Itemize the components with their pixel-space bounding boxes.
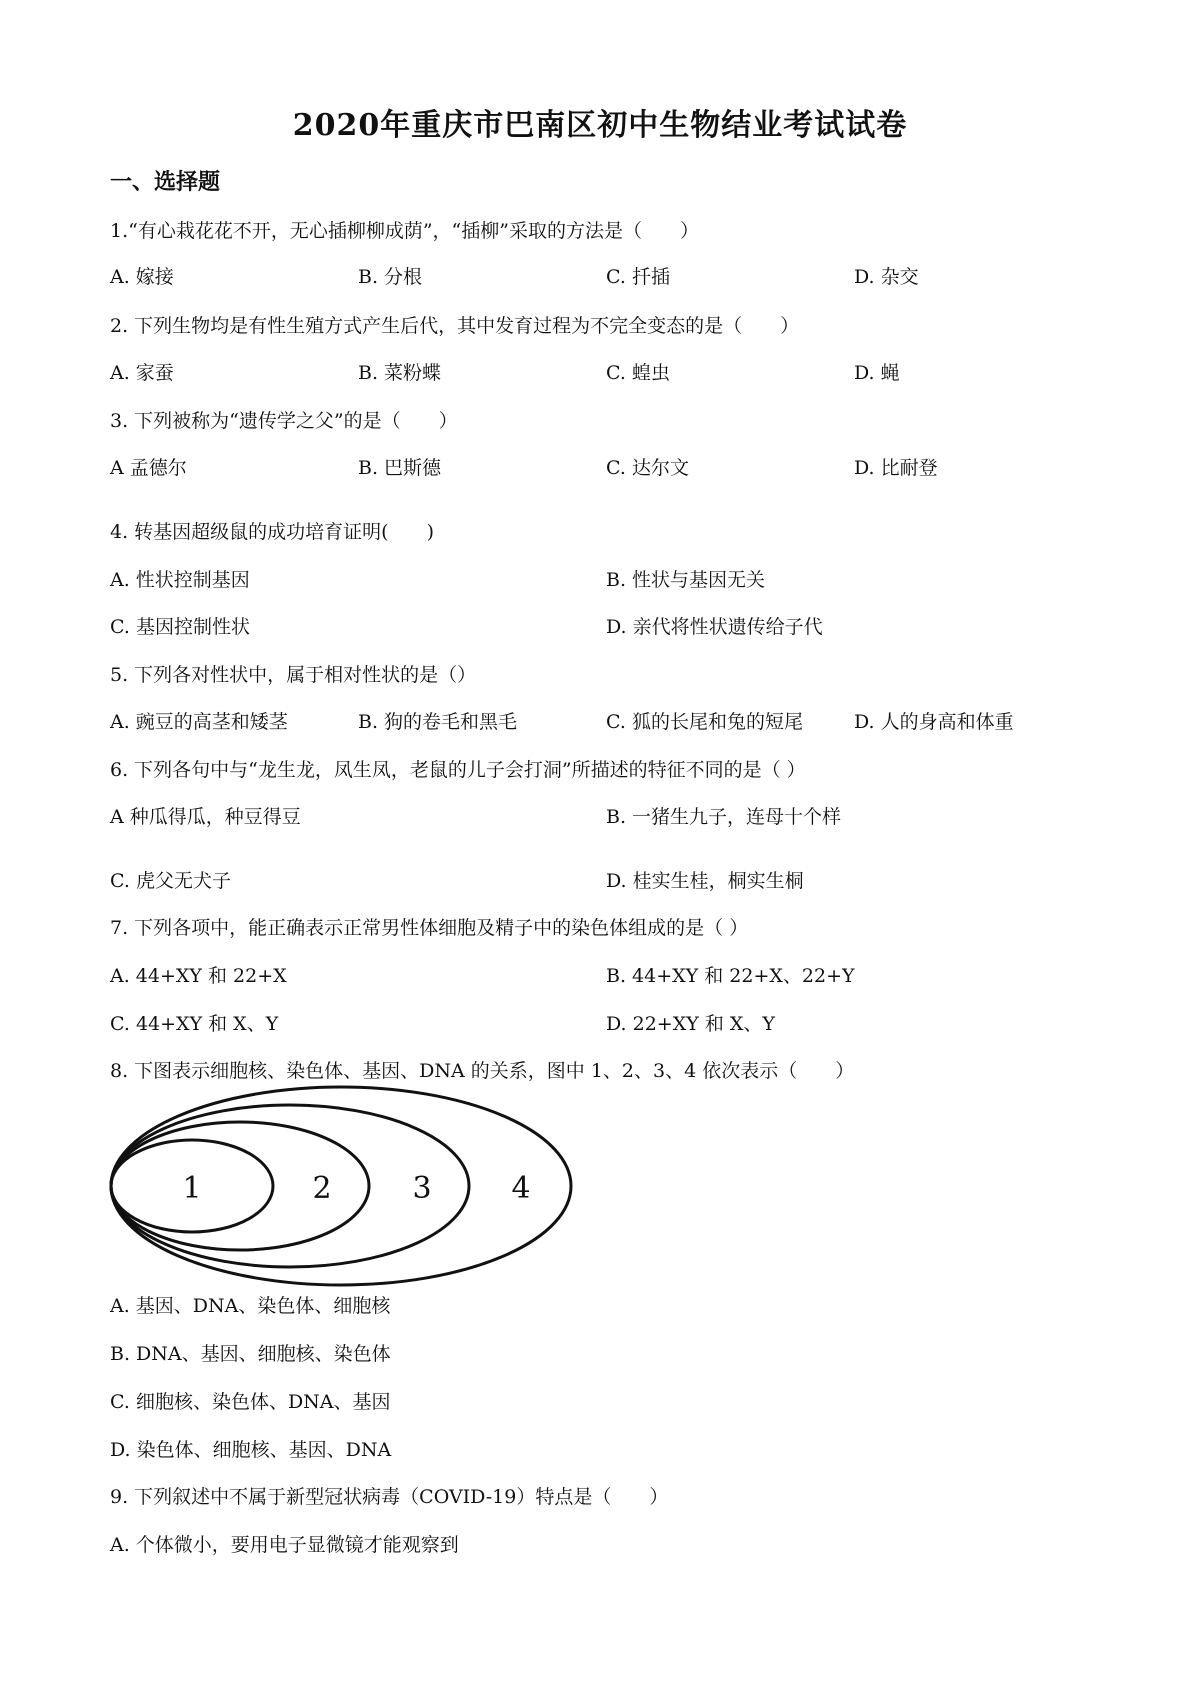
question-7: 7. 下列各项中，能正确表示正常男性体细胞及精子中的染色体组成的是（ ）	[110, 917, 749, 939]
q1-option-d: D. 杂交	[854, 266, 919, 288]
q1-option-a: A. 嫁接	[110, 266, 174, 288]
q7-option-c: C. 44+XY 和 X、Y	[110, 1013, 279, 1035]
q5-option-d: D. 人的身高和体重	[854, 711, 1014, 733]
q6-option-a: A 种瓜得瓜，种豆得豆	[110, 806, 301, 828]
question-3: 3. 下列被称为“遗传学之父”的是（ ）	[110, 410, 458, 432]
diagram-label-2: 2	[312, 1171, 332, 1206]
q4-option-c: C. 基因控制性状	[110, 616, 250, 638]
q8-option-d: D. 染色体、细胞核、基因、DNA	[110, 1439, 392, 1461]
q6-option-b: B. 一猪生九子，连母十个样	[606, 806, 842, 828]
q3-option-c: C. 达尔文	[606, 457, 689, 479]
q3-option-a: A 孟德尔	[110, 457, 187, 479]
q2-option-c: C. 蝗虫	[606, 362, 670, 384]
section-heading: 一、选择题	[110, 169, 221, 195]
q7-option-a: A. 44+XY 和 22+X	[110, 965, 287, 987]
q5-option-c: C. 狐的长尾和兔的短尾	[606, 711, 803, 733]
question-9: 9. 下列叙述中不属于新型冠状病毒（COVID-19）特点是（ ）	[110, 1486, 669, 1508]
q9-option-a: A. 个体微小，要用电子显微镜才能观察到	[110, 1534, 459, 1556]
ellipse-4	[111, 1087, 571, 1285]
q3-option-d: D. 比耐登	[854, 457, 938, 479]
question-1: 1.“有心栽花花不开，无心插柳柳成荫”，“插柳”采取的方法是（ ）	[110, 220, 699, 242]
question-6: 6. 下列各句中与“龙生龙，凤生凤，老鼠的儿子会打洞”所描述的特征不同的是（ ）	[110, 759, 806, 781]
q2-option-b: B. 菜粉蝶	[358, 362, 442, 384]
diagram-label-3: 3	[412, 1171, 432, 1206]
q2-option-d: D. 蝇	[854, 362, 900, 384]
nested-ellipses-diagram	[108, 1083, 578, 1293]
question-4: 4. 转基因超级鼠的成功培育证明( )	[110, 521, 434, 543]
q1-option-c: C. 扦插	[606, 266, 670, 288]
diagram-label-4: 4	[511, 1171, 531, 1206]
q7-option-d: D. 22+XY 和 X、Y	[606, 1013, 775, 1035]
question-5: 5. 下列各对性状中，属于相对性状的是（）	[110, 664, 477, 686]
q4-option-d: D. 亲代将性状遗传给子代	[606, 616, 823, 638]
diagram-label-1: 1	[182, 1171, 202, 1206]
q2-option-a: A. 家蚕	[110, 362, 174, 384]
q5-option-b: B. 狗的卷毛和黑毛	[358, 711, 518, 733]
q3-option-b: B. 巴斯德	[358, 457, 442, 479]
q6-option-c: C. 虎父无犬子	[110, 870, 231, 892]
q5-option-a: A. 豌豆的高茎和矮茎	[110, 711, 288, 733]
question-8: 8. 下图表示细胞核、染色体、基因、DNA 的关系，图中 1、2、3、4 依次表示（ ）	[110, 1060, 855, 1082]
q8-option-b: B. DNA、基因、细胞核、染色体	[110, 1343, 391, 1365]
q6-option-d: D. 桂实生桂，桐实生桐	[606, 870, 804, 892]
q8-option-a: A. 基因、DNA、染色体、细胞核	[110, 1295, 391, 1317]
q1-option-b: B. 分根	[358, 266, 423, 288]
q8-option-c: C. 细胞核、染色体、DNA、基因	[110, 1391, 391, 1413]
q4-option-b: B. 性状与基因无关	[606, 569, 766, 591]
q7-option-b: B. 44+XY 和 22+X、22+Y	[606, 965, 855, 987]
q4-option-a: A. 性状控制基因	[110, 569, 250, 591]
page-title: 2020年重庆市巴南区初中生物结业考试试卷	[292, 108, 908, 143]
question-2: 2. 下列生物均是有性生殖方式产生后代，其中发育过程为不完全变态的是（ ）	[110, 315, 800, 337]
